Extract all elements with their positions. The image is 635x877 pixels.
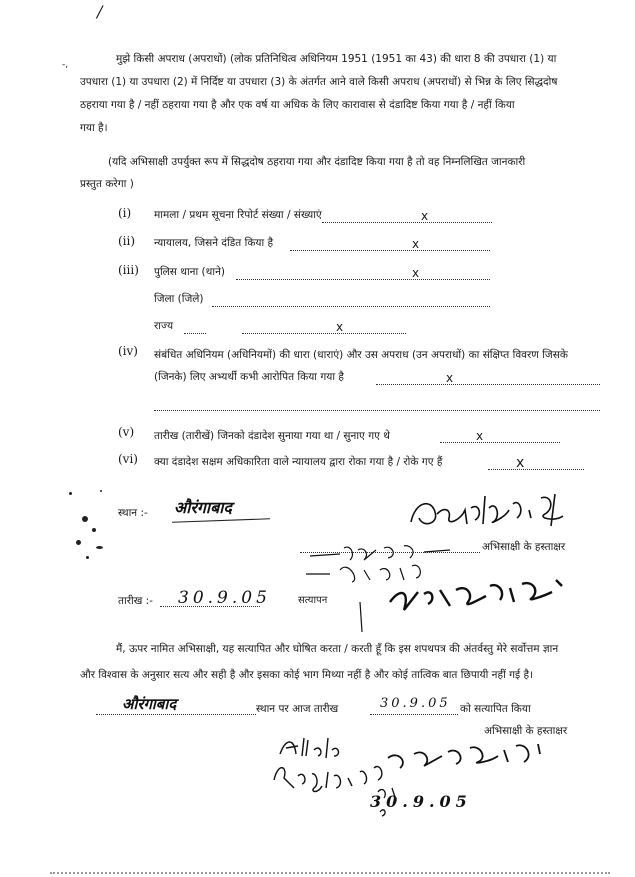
verification-line-2: और विश्वास के अनुसार सत्य और सही है और इसका कोई भाग मिथ्या नहीं है और कोई तात्विक बात छिपायी नहीं गई है। xyxy=(80,669,534,681)
verification-place-text: स्थान पर आज तारीख xyxy=(256,703,339,715)
item-line-ii xyxy=(290,250,490,251)
item-label-police-station: पुलिस थाना (थाने) xyxy=(154,266,226,278)
date-value: 30.9.05 xyxy=(178,588,271,608)
date-line xyxy=(160,606,260,607)
verification-line-1: मैं, ऊपर नामित अभिसाक्षी, यह सत्यापित और घोषित करता / करती हूँ कि इस शपथपत्र की अंतर्वस्तु मेरे सर्वोत्तम ज्ञान xyxy=(116,643,559,655)
ink-speck xyxy=(86,556,89,559)
verification-date-value: 30.9.05 xyxy=(380,696,451,711)
note-line-1: (यदि अभिसाक्षी उपर्युक्त रूप में सिद्धदोष ठहराया गया और दंडादिष्ट किया गया है तो वह निम्नलिखित जानकारी xyxy=(108,156,526,168)
intro-paragraph xyxy=(80,48,620,140)
ink-speck xyxy=(92,528,96,532)
item-number-iv: (iv) xyxy=(118,344,138,358)
item-line-v xyxy=(440,442,560,443)
item-label-i: मामला / प्रथम सूचना रिपोर्ट संख्या / संख्याएं xyxy=(154,209,322,221)
item-line-state-2 xyxy=(242,333,406,334)
item-label-state: राज्य xyxy=(154,320,174,332)
note-paragraph xyxy=(80,151,620,195)
item-label-ii: न्यायालय, जिसने दंडित किया है xyxy=(154,237,274,249)
item-line-iv-2 xyxy=(154,410,600,411)
intro-line-1: मुझे किसी अपराध (अपराधों) (लोक प्रतिनिधित्व अधिनियम 1951 (1951 का 43) की धारा 8 की उपधारा (1) या xyxy=(116,53,557,65)
intro-line-4: गया है। xyxy=(80,122,108,134)
ink-speck xyxy=(69,492,72,495)
item-number-iii: (iii) xyxy=(118,263,139,277)
verification-deponent-label: अभिसाक्षी के हस्ताक्षर xyxy=(484,725,568,737)
item-label-iv-line-2: (जिनके) लिए अभ्यर्थी कभी आरोपित किया गया है xyxy=(154,371,344,383)
item-line-i xyxy=(322,222,492,223)
verifier-label: सत्यापन xyxy=(298,595,328,606)
deponent-signature xyxy=(405,488,580,536)
item-label-vi: क्या दंडादेश सक्षम अधिकारिता वाले न्यायालय द्वारा रोका गया है / रोके गए हैं xyxy=(154,456,443,468)
item-value-vi: x xyxy=(516,455,525,471)
item-label-iv-line-1: संबंधित अधिनियम (अधिनियमों) की धारा (धाराएं) और उस अपराध (उन अपराधों) का संक्षिप्त विवरण जिसके xyxy=(154,349,568,361)
item-value-i: x xyxy=(421,209,429,223)
item-line-vi xyxy=(488,469,584,470)
verification-place-line xyxy=(96,714,256,715)
item-value-iv: x xyxy=(446,371,454,385)
item-line-iv xyxy=(376,384,600,385)
margin-mark: -, xyxy=(62,60,69,70)
place-underline xyxy=(172,518,270,522)
place-label: स्थान :- xyxy=(118,507,148,519)
item-number-vi: (vi) xyxy=(118,452,138,466)
item-line-police-station xyxy=(236,279,490,280)
item-label-district: जिला (जिले) xyxy=(154,293,204,305)
item-number-i: (i) xyxy=(118,206,132,220)
note-line-2: प्रस्तुत करेगा ) xyxy=(80,178,134,190)
item-value-state: x xyxy=(336,320,344,334)
verification-date-line xyxy=(370,714,458,715)
ink-speck xyxy=(82,516,88,522)
item-number-ii: (ii) xyxy=(118,234,136,248)
attestation-signature xyxy=(268,732,598,832)
ink-speck xyxy=(96,546,103,549)
item-label-v: तारीख (तारीखें) जिनको दंडादेश सुनाया गया था / सुनाए गए थे xyxy=(154,430,390,442)
ink-speck xyxy=(100,490,102,492)
place-value: औरंगाबाद xyxy=(174,498,232,517)
item-value-ii: x xyxy=(412,237,420,251)
verification-place-value: औरंगाबाद xyxy=(122,695,177,713)
bottom-edge-marks xyxy=(50,872,610,874)
verification-verified-text: को सत्यापित किया xyxy=(460,703,531,715)
item-value-v: x xyxy=(476,429,484,443)
item-line-district xyxy=(212,306,490,307)
date-label: तारीख :- xyxy=(118,595,153,607)
verifier-signature xyxy=(300,540,590,635)
top-pen-mark: / xyxy=(97,2,103,21)
item-line-state xyxy=(184,333,206,334)
ink-speck xyxy=(76,540,81,545)
intro-line-2: उपधारा (1) या उपधारा (2) में निर्दिष्ट या उपधारा (3) के अंतर्गत आने वाले किसी अपराध (अपराधों) से भिन्न के लिए सिद्धदोष xyxy=(80,76,558,88)
attestation-date: 30.9.05 xyxy=(370,792,472,811)
intro-line-3: ठहराया गया है / नहीं ठहराया गया है और एक वर्ष या अधिक के लिए कारावास से दंडादिष्ट किया गया है / नहीं किया xyxy=(80,99,515,111)
deponent-signature-label: अभिसाक्षी के हस्ताक्षर xyxy=(482,541,566,553)
verification-paragraph xyxy=(80,636,620,688)
item-value-police-station: x xyxy=(412,266,420,280)
item-number-v: (v) xyxy=(118,425,135,439)
